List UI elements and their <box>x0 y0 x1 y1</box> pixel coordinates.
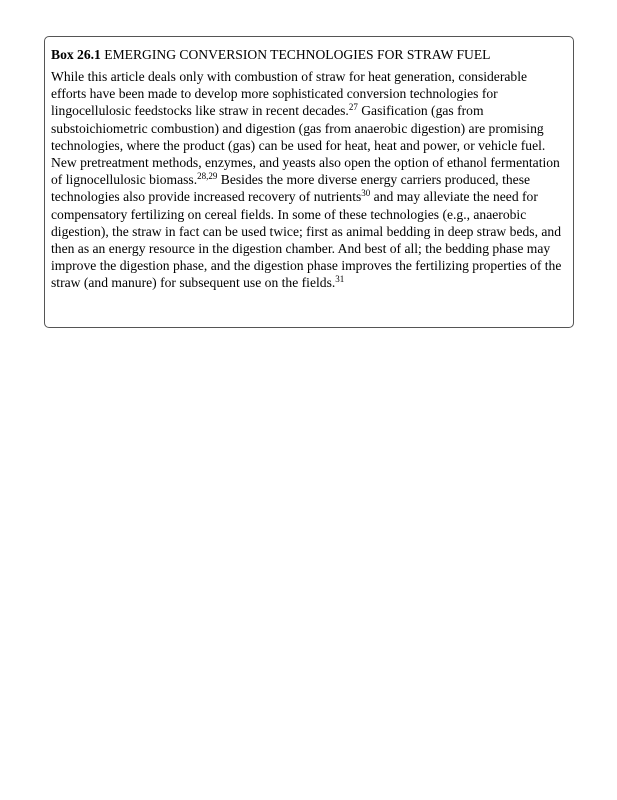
paragraph-text: Gasification (gas from substoichiometric combustion) and digestion (gas from anaerobic digestion) are promising technologies, where the product (gas) can be used for heat, heat and power, or vehicle fuel. New pretreatment methods, enzymes, and yeasts also open the option of ethanol fermentation of lignocellulosic biomass. <box>51 103 560 188</box>
paragraph-text: While this article deals only with combustion of straw for heat generation, considerable efforts have been made to develop more sophisticated conversion technologies for lingocellulosic feedstocks like straw in recent decades. <box>51 69 528 119</box>
citation-ref: 28,29 <box>197 171 218 182</box>
box-heading <box>51 46 565 63</box>
box-label: Box 26.1 <box>51 47 101 62</box>
paragraph-text: Besides the more diverse energy carriers produced, these technologies also provide increased recovery of nutrients <box>51 172 531 205</box>
citation-ref: 27 <box>348 102 358 113</box>
citation-ref: 30 <box>361 188 371 199</box>
text-box <box>44 36 574 328</box>
citation-ref: 31 <box>335 274 345 285</box>
paragraph-text: and may alleviate the need for compensatory fertilizing on cereal fields. In some of these technologies (e.g., anaerobic digestion), the straw in fact can be used twice; first as animal bedding in deep straw beds, and then as an energy resource in the digestion chamber. And best of all; the bedding phase may improve the digestion phase, and the digestion phase improves the fertilizing properties of the straw (and manure) for subsequent use on the fields. <box>51 189 562 291</box>
box-title: EMERGING CONVERSION TECHNOLOGIES FOR STRAW FUEL <box>104 47 491 62</box>
box-paragraph <box>51 68 565 292</box>
